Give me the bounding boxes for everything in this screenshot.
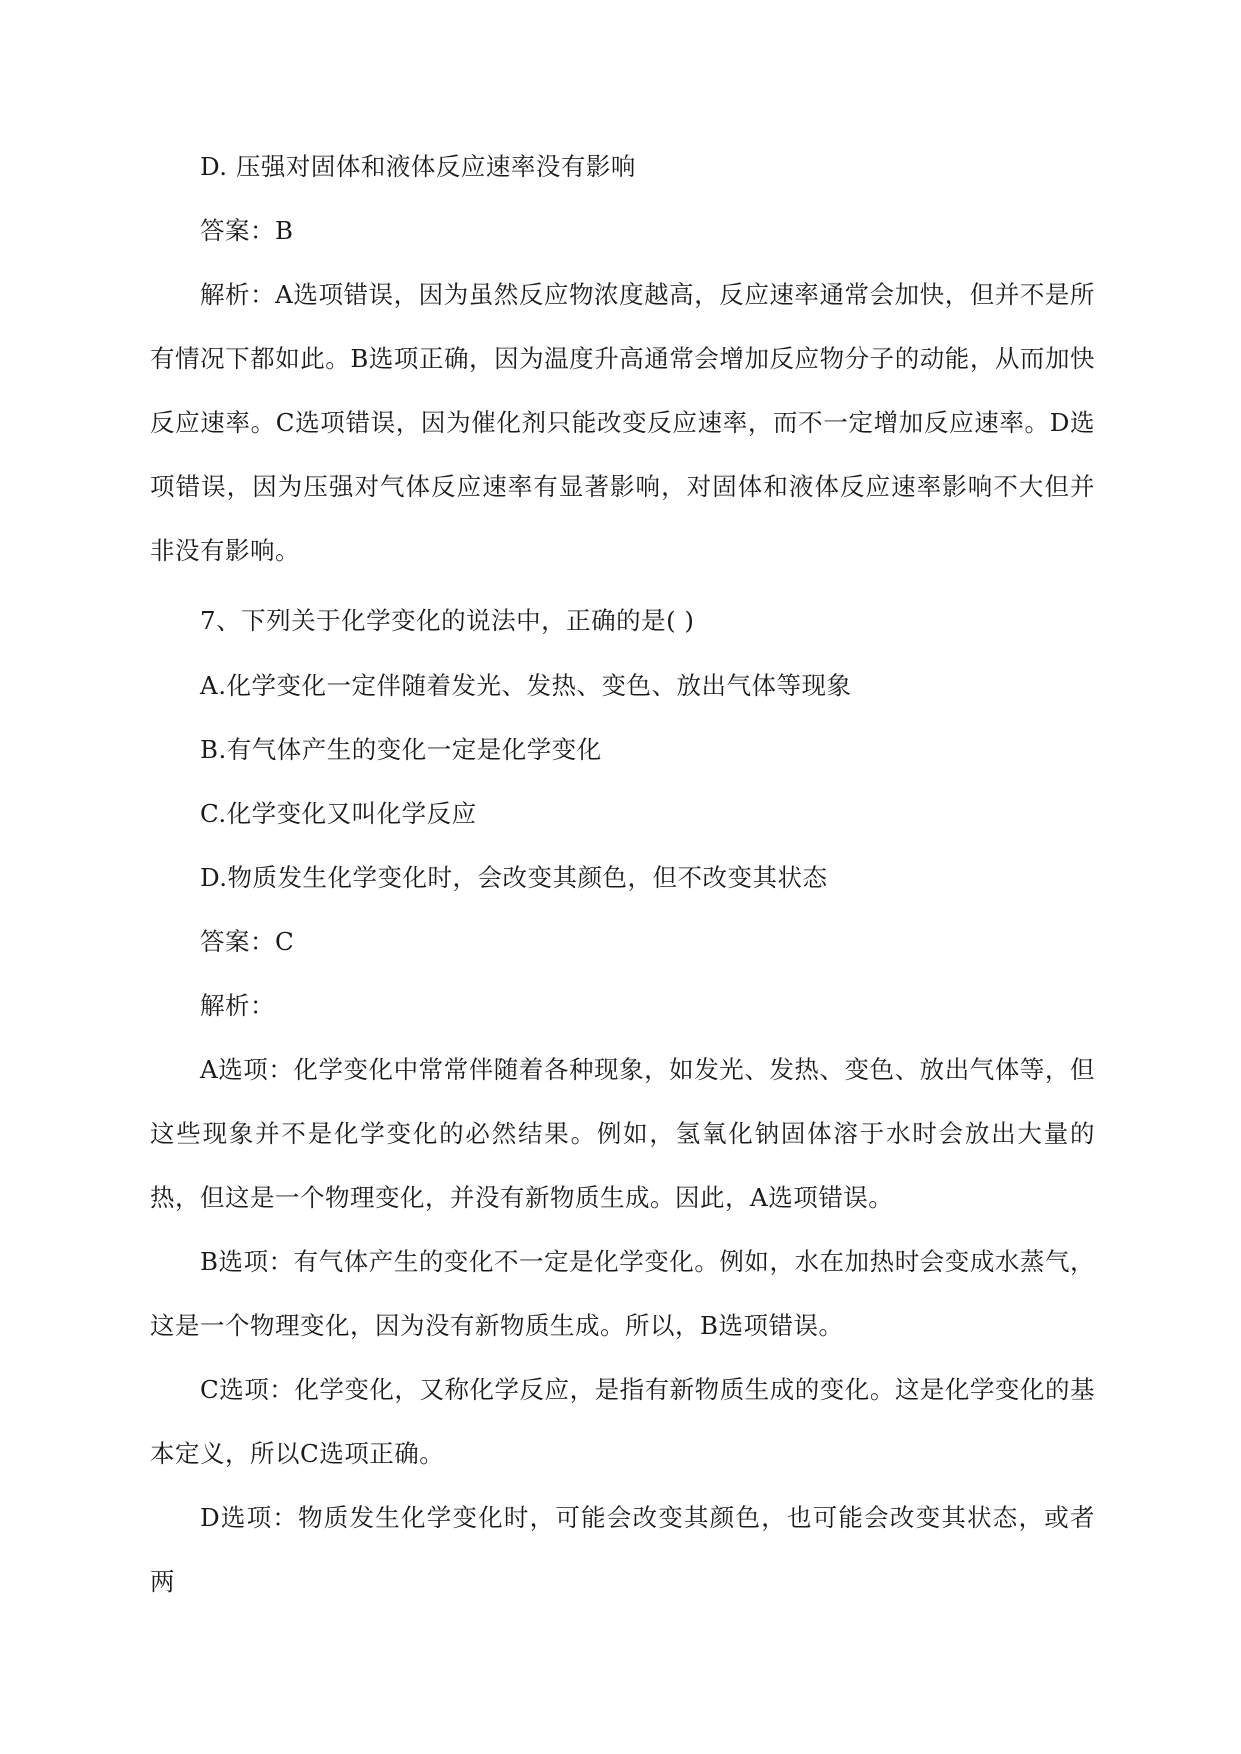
q7-option-a: A.化学变化一定伴随着发光、发热、变色、放出气体等现象 bbox=[200, 671, 852, 700]
q6-analysis bbox=[150, 263, 1095, 583]
q7-analysis-b-text: B选项：有气体产生的变化不一定是化学变化。例如，水在加热时会变成水蒸气，这是一个物理变化，因为没有新物质生成。所以，B选项错误。 bbox=[150, 1247, 1095, 1340]
q7-option-d: D.物质发生化学变化时，会改变其颜色，但不改变其状态 bbox=[200, 863, 828, 892]
q7-analysis-a-text: A选项：化学变化中常常伴随着各种现象，如发光、发热、变色、放出气体等，但这些现象并不是化学变化的必然结果。例如，氢氧化钠固体溶于水时会放出大量的热，但这是一个物理变化，并没有新物质生成。因此，A选项错误。 bbox=[150, 1055, 1095, 1212]
q7-analysis-c-text: C选项：化学变化，又称化学反应，是指有新物质生成的变化。这是化学变化的基本定义，所以C选项正确。 bbox=[150, 1375, 1095, 1468]
q7-answer: 答案：C bbox=[200, 927, 295, 956]
q7-question: 7、下列关于化学变化的说法中，正确的是( ) bbox=[200, 606, 695, 635]
q7-option-b: B.有气体产生的变化一定是化学变化 bbox=[200, 735, 602, 764]
q7-analysis-c bbox=[150, 1358, 1095, 1486]
q7-option-c: C.化学变化又叫化学反应 bbox=[200, 799, 477, 828]
q7-analysis-b bbox=[150, 1230, 1095, 1358]
q7-analysis-a bbox=[150, 1038, 1095, 1230]
q6-option-d: D. 压强对固体和液体反应速率没有影响 bbox=[200, 152, 636, 181]
q6-analysis-text: 解析：A选项错误，因为虽然反应物浓度越高，反应速率通常会加快，但并不是所有情况下都如此。B选项正确，因为温度升高通常会增加反应物分子的动能，从而加快反应速率。C选项错误，因为催化剂只能改变反应速率，而不一定增加反应速率。D选项错误，因为压强对气体反应速率有显著影响，对固体和液体反应速率影响不大但并非没有影响。 bbox=[150, 280, 1095, 565]
q7-analysis-d bbox=[150, 1486, 1095, 1614]
q6-answer: 答案：B bbox=[200, 216, 294, 245]
q7-analysis-d-text: D选项：物质发生化学变化时，可能会改变其颜色，也可能会改变其状态，或者两 bbox=[150, 1503, 1095, 1596]
q7-analysis-label: 解析： bbox=[200, 991, 275, 1020]
